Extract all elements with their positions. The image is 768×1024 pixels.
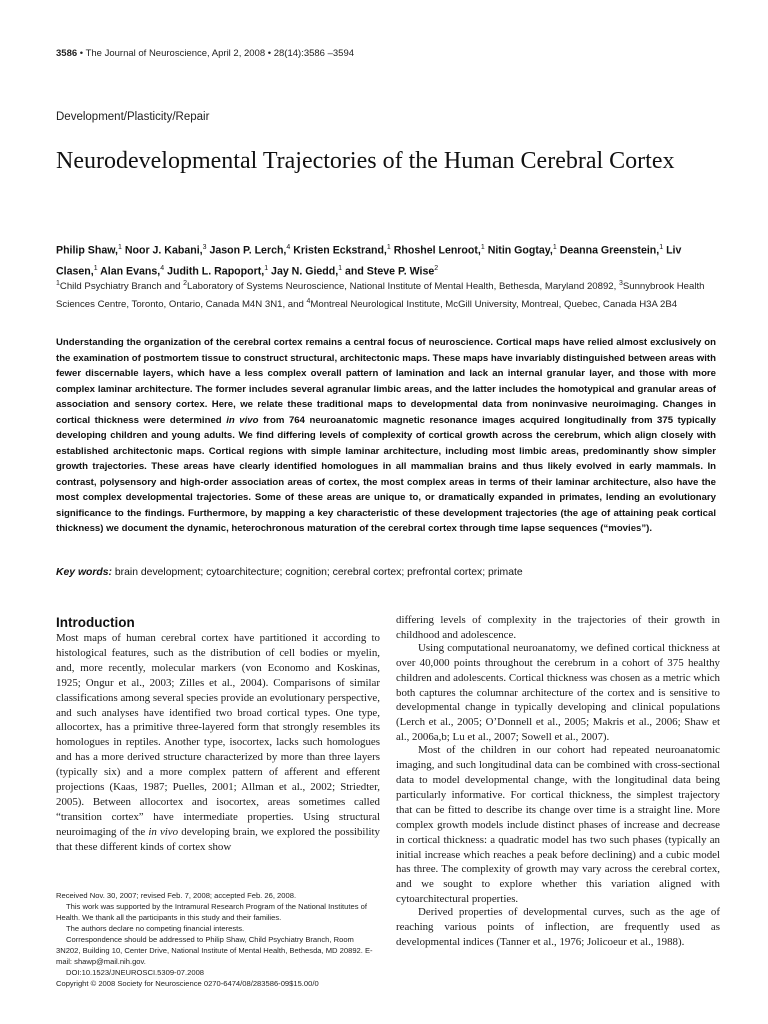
- author-name: Philip Shaw,: [56, 244, 119, 257]
- author-affiliation-mark: 1: [386, 244, 391, 251]
- footnote-doi: DOI:10.1523/JNEUROSCI.5309-07.2008: [66, 968, 205, 977]
- author-name: Nitin Gogtay,: [487, 244, 553, 257]
- author-name: Liv Clasen,: [56, 244, 682, 278]
- abstract-italic: in vivo: [226, 414, 259, 426]
- footnote-received: Received Nov. 30, 2007; revised Feb. 7, 2008; accepted Feb. 26, 2008.: [56, 891, 297, 900]
- intro-p1-b: developing brain, we explored the possibility that these different kinds of cortex show: [56, 825, 380, 853]
- author-name: Rhoshel Lenroot,: [393, 244, 481, 257]
- affil-mark-1: 1: [56, 280, 60, 287]
- affiliations: [56, 276, 716, 312]
- author-name: and Steve P. Wise: [345, 265, 435, 278]
- affil-3: Sunnybrook Health Sciences Centre, Toronto, Ontario, Canada M4N 3N1, and: [56, 281, 705, 311]
- author-affiliation-mark: 1: [264, 264, 269, 272]
- author-affiliation-mark: 1: [480, 244, 485, 251]
- right-column: [396, 615, 720, 950]
- intro-p1-italic: in vivo: [148, 825, 179, 838]
- author-affiliation-mark: 1: [659, 244, 664, 251]
- author-affiliation-mark: 1: [338, 264, 343, 272]
- keywords-label: Key words:: [56, 567, 113, 578]
- author-name: Jason P. Lerch,: [209, 244, 287, 257]
- author-name: Alan Evans,: [100, 265, 161, 278]
- author-affiliation-mark: 1: [118, 244, 122, 251]
- affil-mark-3: 3: [618, 280, 623, 287]
- author-affiliation-mark: 2: [434, 264, 439, 272]
- footnotes: [56, 890, 380, 989]
- author-name: Deanna Greenstein,: [559, 244, 660, 257]
- intro-p1-a: Most maps of human cerebral cortex have partitioned it according to histological features, such as the distribution of cell bodies or myelin, and, more recently, molecular markers (von Economo and Koskinas, 1925; Ongur et al., 2003; Zilles et al., 2004). Comparisons of similar classifications among several species provide an evolutionary perspective, and such analyses have identified two broad cortical types. One type, allocortex, has a primitive three-layered form that strongly resembles its homologues in reptiles. Another type, isocortex, lacks such homologues and has a more derived structure characterized by more than three layers (typically six) and a more complex pattern of afferent and efferent projections (Kaas, 1987; Puelles, 2001; Allman et al., 2002; Striedter, 2005). Between allocortex and isocortex, areas sometimes called “transition cortex” have intermediate properties. Using structural neuroimaging of the: [56, 632, 380, 838]
- intro-paragraph-4: Derived properties of developmental curves, such as the age of reaching various points of inflection, are frequently used as developmental indices (Tanner et al., 1976; Jolicoeur et al., 1988).: [396, 906, 720, 948]
- author-list: [56, 239, 716, 280]
- abstract-part-1: Understanding the organization of the cerebral cortex remains a central focus of neuroscience. Cortical maps have relied almost exclusively on the examination of postmortem tissue to construct structural, architectonic maps. These maps have invariably distinguished between areas with fewer discernable layers, which have a less complex overall pattern of lamination and lack an internal granular layer, and those with more complex laminar architecture. The former includes several agranular limbic areas, and the latter includes the homotypical and granular areas of association and sensory cortex. Here, we relate these traditional maps to developmental data from noninvasive neuroimaging. Changes in cortical thickness were determined: [56, 337, 716, 426]
- page-number: 3586: [56, 48, 78, 59]
- article-title: Neurodevelopmental Trajectories of the Human Cerebral Cortex: [56, 148, 675, 174]
- author-name: Judith L. Rapoport,: [167, 265, 265, 278]
- author-affiliation-mark: 4: [286, 244, 291, 251]
- affil-mark-4: 4: [306, 298, 311, 306]
- affil-1: Child Psychiatry Branch and: [59, 281, 184, 293]
- keywords: [56, 567, 716, 578]
- author-name: Jay N. Giedd,: [271, 265, 339, 278]
- author-affiliation-mark: 4: [160, 264, 165, 272]
- affil-4: Montreal Neurological Institute, McGill University, Montreal, Quebec, Canada H3A 2B4: [310, 299, 678, 311]
- intro-paragraph-1: [56, 631, 380, 855]
- abstract-part-2: from 764 neuroanatomic magnetic resonance images acquired longitudinally from 375 typically developing children and young adults. We find differing levels of complexity of cortical growth across the cerebrum, which align closely with established architectonic maps. Cortical regions with simple laminar architecture, including most limbic areas, predominantly show simpler growth trajectories. These areas have clearly identified homologues in all mammalian brains and thus likely evolved in early mammals. In contrast, polysensory and high-order association areas of cortex, the most complex areas in terms of their laminar architecture, also have the most complex developmental trajectories. Some of these areas are unique to, or dramatically expanded in primates, lending an evolutionary significance to the findings. Furthermore, by mapping a key characteristic of these development trajectories (the age of attaining peak cortical thickness) we document the dynamic, heterochronous maturation of the cerebral cortex through time lapse sequences (“movies”).: [56, 414, 717, 534]
- left-column: [56, 615, 380, 855]
- running-head: [56, 48, 354, 59]
- introduction-heading: Introduction: [56, 615, 135, 630]
- intro-paragraph-2: Using computational neuroanatomy, we defined cortical thickness at over 40,000 points throughout the cerebrum in a cohort of 375 healthy children and adolescents. Cortical thickness was chosen as a metric which both captures the columnar architecture of the cortex and is sensitive to developmental change in typically developing and clinical populations (Lerch et al., 2005; O’Donnell et al., 2005; Makris et al., 2006; Shaw et al., 2006a,b; Lu et al., 2007; Sowell et al., 2007).: [396, 641, 720, 744]
- author-affiliation-mark: 3: [202, 244, 207, 251]
- abstract: [56, 335, 716, 537]
- section-label: Development/Plasticity/Repair: [56, 111, 210, 123]
- journal-citation: • The Journal of Neuroscience, April 2, 2008 • 28(14):3586 –3594: [79, 48, 355, 59]
- author-affiliation-mark: 1: [552, 244, 557, 251]
- author-name: Kristen Eckstrand,: [293, 244, 387, 257]
- affil-2: Laboratory of Systems Neuroscience, National Institute of Mental Health, Bethesda, Maryland 20892,: [187, 281, 619, 293]
- keywords-text: brain development; cytoarchitecture; cognition; cerebral cortex; prefrontal cortex; primate: [112, 567, 523, 578]
- intro-paragraph-continued: differing levels of complexity in the trajectories of their growth in childhood and adolescence.: [396, 614, 720, 641]
- footnote-copyright: Copyright © 2008 Society for Neuroscience 0270-6474/08/283586-09$15.00/0: [56, 979, 319, 988]
- affil-mark-2: 2: [183, 280, 187, 287]
- intro-paragraph-3: Most of the children in our cohort had repeated neuroanatomic imaging, and such longitudinal data can be combined with cross-sectional data to model developmental change, with the longitudinal data being particularly informative. For cortical thickness, the simplest trajectory that can be fitted to describe its change over time is a straight line. More complex growth models include distinct phases of increase and decrease in cortical thickness: a quadratic model has two such phases (typically an initial increase which reaches a peak before declining) and a cubic model has three. The complexity of growth may vary across the cerebral cortex, and we sought to explore whether this variation aligned with cytoarchitectural properties.: [396, 744, 720, 906]
- footnote-conflict: The authors declare no competing financial interests.: [66, 924, 245, 933]
- author-name: Noor J. Kabani,: [124, 244, 203, 257]
- footnote-support: This work was supported by the Intramural Research Program of the National Institutes of Health. We thank all the participants in this study and their families.: [56, 902, 367, 922]
- footnote-correspondence: Correspondence should be addressed to Philip Shaw, Child Psychiatry Branch, Room 3N202, Building 10, Center Drive, National Institute of Mental Health, Bethesda, MD 20892. E-mail: shawp@mail.nih.gov.: [56, 935, 373, 966]
- author-affiliation-mark: 1: [93, 264, 98, 272]
